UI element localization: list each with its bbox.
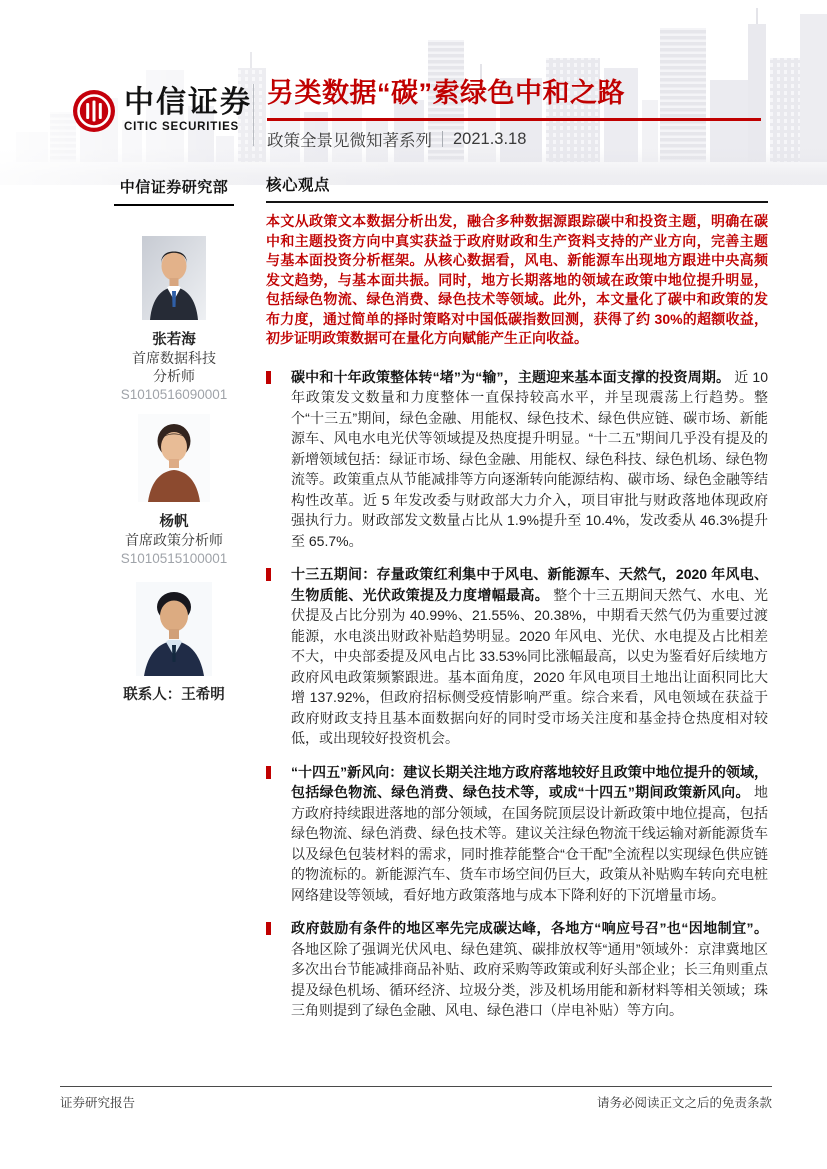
title-underline [267, 118, 761, 121]
header-divider [253, 84, 254, 146]
bullet-body: 整个十三五期间天然气、水电、光伏提及占比分别为 40.99%、21.55%、20.38%，中期看天然气仍为重要过渡能源，水电淡出财政补贴趋势明显。2020 年风电、光伏、水电提及占比相差不大，中央部委提及风电占比 33.53%同比涨幅最高，以史为鉴看好后续地方政府风电政策频繁跟进。基本面角度，2020 年风电项目土地出让面积同比大增 137.92%，但政府招标侧受疫情影响严重。综合来看，风电领域在获益于政府财政支持且基本面数据向好的同时受市场关注度和基金持仓热度相对较低，或出现较好投资机会。 [291, 586, 769, 746]
analyst-photo [142, 236, 206, 320]
analyst-title-line: 首席政策分析师 [125, 532, 223, 548]
bullet-item [266, 367, 768, 552]
bullet-marker-icon [266, 922, 271, 935]
citic-logo-icon [72, 89, 116, 133]
contact-portrait-icon [136, 582, 212, 676]
series-row [267, 127, 769, 151]
brand-name-en: CITIC SECURITIES [124, 121, 240, 133]
analyst-portrait-icon [138, 414, 210, 502]
footer-disclaimer: 请务必阅读正文之后的免责条款 [596, 1096, 772, 1110]
analyst-title-line: 分析师 [153, 368, 195, 384]
analyst-name: 张若海 [152, 332, 196, 348]
bullet-lead: 碳中和十年政策整体转“堵”为“输”，主题迎来基本面支撑的投资周期。 [291, 368, 731, 385]
bullet-lead: 十三五期间：存量政策红利集中于风电、新能源车、天然气，2020 年风电、生物质能、光伏政策提及力度增幅最高。 [291, 566, 768, 603]
brand-block [72, 86, 252, 133]
bullet-marker-icon [266, 568, 271, 581]
analyst-name: 杨帆 [159, 514, 189, 530]
bullet-marker-icon [266, 766, 271, 779]
department-title: 中信证券研究部 [114, 176, 235, 206]
section-title: 核心观点 [266, 176, 768, 203]
core-view-section [266, 176, 768, 1034]
analyst-portrait-icon [142, 236, 206, 320]
title-block [267, 76, 769, 151]
bullet-body: 各地区除了强调光伏风电、绿色建筑、碳排放权等“通用”领域外：京津冀地区多次出台节能减排商品补贴、政府采购等政策或利好头部企业；长三角则重点提及绿色机场、循环经济、垃圾分类，涉及机场用能和新材料等相关领域；珠三角则提到了绿色金融、风电、绿色港口（岸电补贴）等方向。 [291, 940, 768, 1018]
report-date: 2021.3.18 [453, 129, 527, 148]
bullet-item [266, 762, 768, 906]
series-date-divider [442, 131, 443, 147]
series-name: 政策全景见微知著系列 [267, 132, 432, 150]
bullet-lead: “十四五”新风向：建议长期关注地方政府落地较好且政策中地位提升的领域，包括绿色物流、绿色消费、绿色技术等，或成“十四五”期间政策新风向。 [291, 763, 768, 800]
analyst-title-line: 首席数据科技 [132, 350, 216, 366]
summary-paragraph: 本文从政策文本数据分析出发，融合多种数据源跟踪碳中和投资主题，明确在碳中和主题投资方向中真实获益于政府财政和生产资料支持的产业方向，完善主题与基本面投资分析框架。从核心数据看，风电、新能源车出现地方跟进中央高频发文趋势，与基本面共振。同时，地方长期落地的领域在政策中地位提升明显，包括绿色物流、绿色消费、绿色技术等领域。此外，本文量化了碳中和政策的发布力度，通过简单的择时策略对中国低碳指数回测，获得了约 30%的超额收益，初步证明政策数据可在量化方向赋能产生正向收益。 [266, 213, 768, 346]
footer-report-type: 证券研究报告 [60, 1096, 136, 1110]
bullet-item [266, 918, 768, 1021]
bullet-item [266, 564, 768, 749]
report-title: 另类数据“碳”索绿色中和之路 [267, 78, 625, 108]
brand-text [124, 86, 252, 133]
contact-photo [136, 582, 212, 676]
bullet-body: 近 10 年政策发文数量和力度整体一直保持较高水平，并呈现震荡上行趋势。整个“十三五”期间，绿色金融、用能权、绿色技术、绿色供应链、碳市场、新能源车、风电水电光伏等领域提及热度提升明显。“十二五”期间几乎没有提及的新增领域包括：绿证市场、绿色金融、用能权、绿色科技、绿色机场、绿色物流等。政策重点从节能减排等方向逐渐转向能源结构、碳市场、绿色金融等结构性改革。近 5 年发改委与财政部大力介入，项目审批与财政落地体现政府强执行力。财政部发文数量占比从 1.9%提升至 10.4%，发改委从 46.3%提升至 65.7%。 [291, 368, 768, 549]
analyst-cert-number: S1010515100001 [120, 551, 228, 566]
bullet-marker-icon [266, 371, 271, 384]
bullet-body: 地方政府持续跟进落地的部分领域，在国务院顶层设计新政策中地位提高，包括绿色物流、绿色消费、绿色技术等。建议关注绿色物流干线运输对新能源货车以及绿色包装材料的需求，同时推荐能整合“仓干配”全流程以实现绿色供应链的物流标的。新能源汽车、货车市场空间仍巨大，政策从补贴购车转向充电桩网络建设等领域，看好地方政策落地与成本下降利好的下沉增量市场。 [291, 784, 768, 903]
bullet-list [266, 367, 768, 1021]
bullet-lead: 政府鼓励有条件的地区率先完成碳达峰，各地方“响应号召”也“因地制宜”。 [291, 920, 768, 936]
brand-name-cn: 中信证券 [124, 85, 252, 120]
contact-name: 联系人：王希明 [123, 687, 225, 703]
analyst-sidebar [96, 176, 252, 704]
analyst-cert-number: S1010516090001 [120, 387, 228, 402]
analyst-photo [138, 414, 210, 502]
page-footer [60, 1086, 772, 1111]
